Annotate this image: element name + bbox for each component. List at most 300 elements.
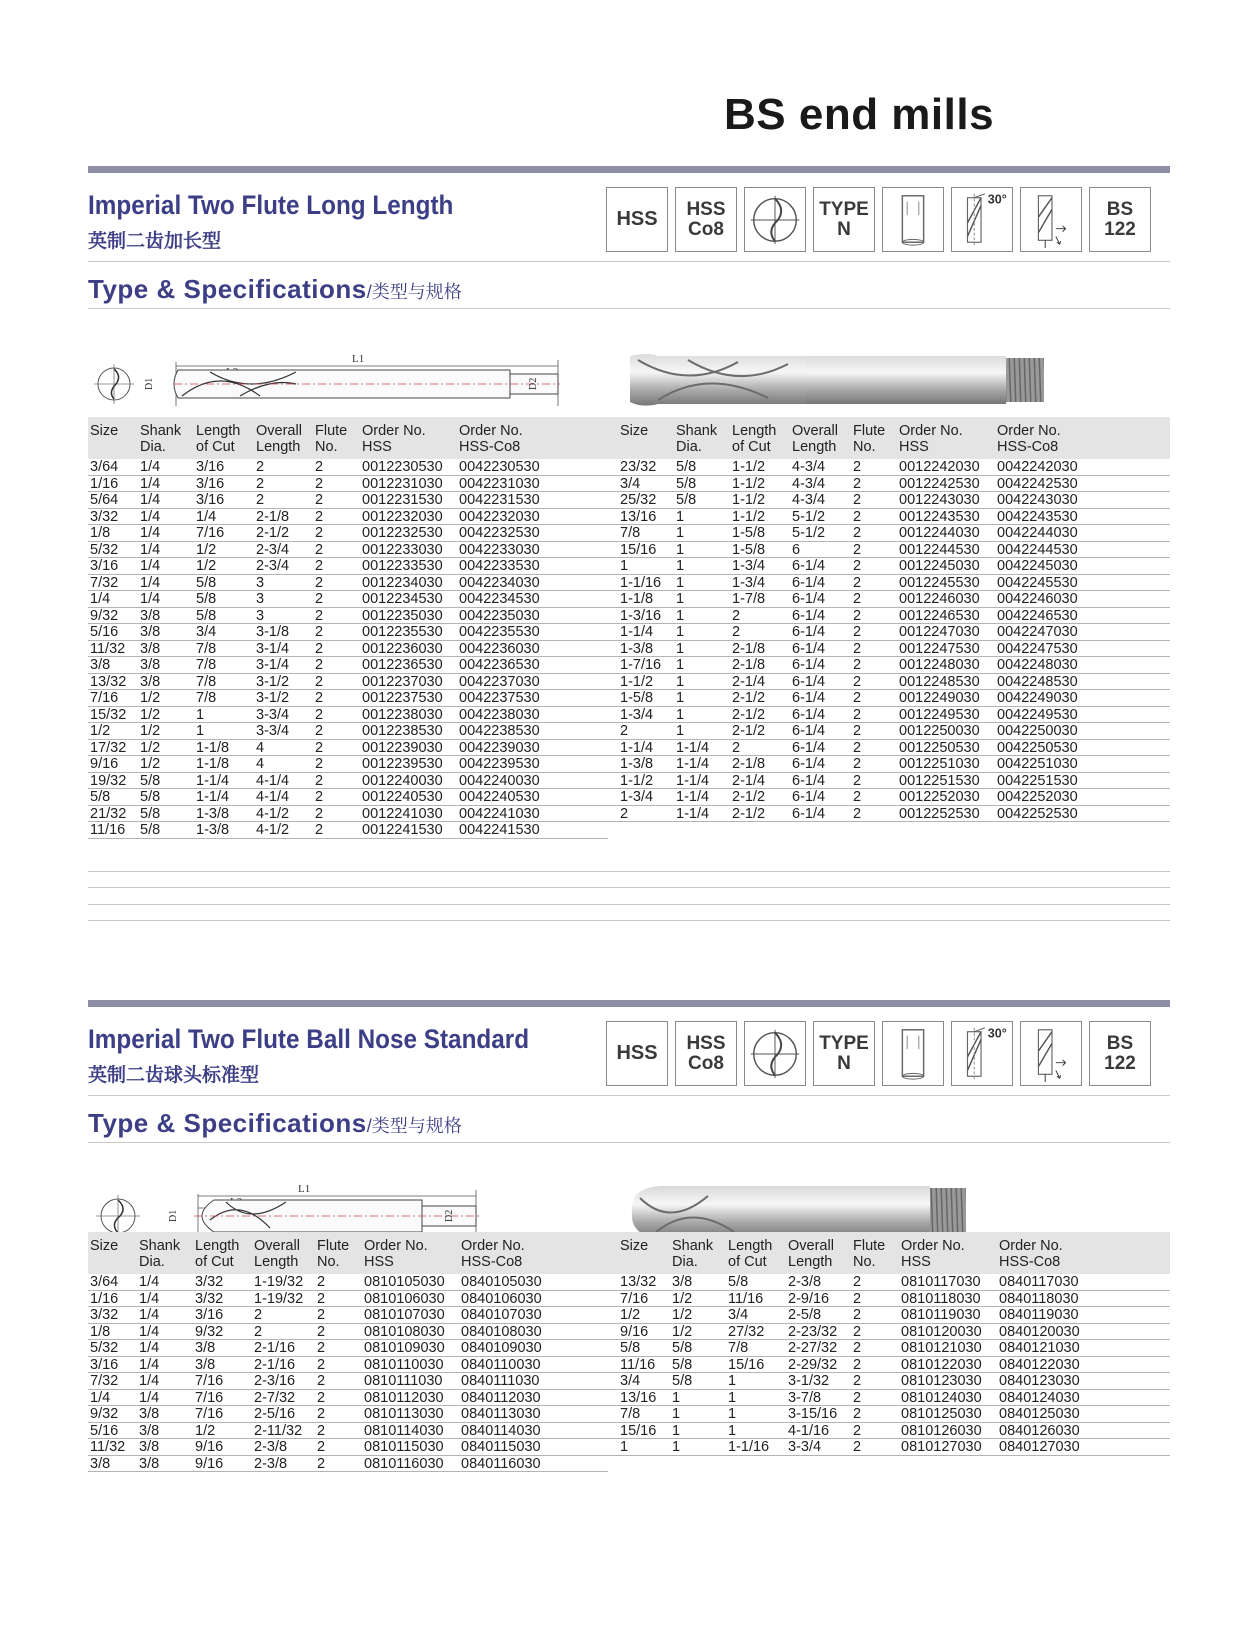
flute-no-cell: 2 — [853, 723, 862, 739]
order-no-hss-cell: 0012252530 — [899, 805, 980, 822]
size-cell: 13/16 — [620, 508, 657, 525]
order-no-hss-cell: 0012236030 — [362, 640, 443, 657]
hss-badge: HSS — [606, 1021, 668, 1086]
flute-no-cell: 2 — [315, 690, 324, 706]
order-no-co8-cell: 0042244530 — [997, 541, 1078, 558]
overall-length-cell: 2-3/8 — [254, 1455, 288, 1472]
overall-length-cell: 4-3/4 — [792, 492, 826, 508]
table-row — [608, 525, 1170, 542]
shank-icon — [882, 187, 944, 252]
size-cell: 3/4 — [620, 1373, 641, 1389]
length-of-cut-cell: 3/8 — [195, 1356, 216, 1373]
flute-no-cell: 2 — [315, 723, 324, 739]
overall-length-cell: 3-1/32 — [788, 1373, 830, 1389]
table-row — [88, 756, 608, 773]
section-divider-bar — [88, 166, 1170, 173]
order-no-co8-cell: 0042243530 — [997, 508, 1078, 525]
order-no-co8-cell: 0042245530 — [997, 574, 1078, 591]
flute-no-cell: 2 — [853, 1290, 862, 1307]
overall-length-cell: 2-1/16 — [254, 1356, 296, 1373]
shank-dia-cell: 1 — [676, 558, 685, 574]
shank-dia-cell: 5/8 — [140, 805, 161, 822]
table-row — [88, 509, 608, 526]
order-no-hss-cell: 0810124030 — [901, 1389, 982, 1406]
order-no-hss-cell: 0810112030 — [364, 1389, 444, 1406]
length-of-cut-cell: 1-3/8 — [196, 805, 230, 822]
length-of-cut-cell: 1-1/8 — [196, 756, 230, 772]
overall-length-cell: 6-1/4 — [792, 591, 826, 607]
order-no-co8-cell: 0042246030 — [997, 591, 1078, 607]
helix-angle-icon — [951, 1021, 1013, 1086]
overall-length-cell: 6-1/4 — [792, 558, 826, 574]
order-no-co8-cell: 0042231030 — [459, 475, 540, 492]
length-of-cut-cell: 2-1/2 — [732, 789, 766, 805]
shank-dia-cell: 1 — [672, 1389, 681, 1406]
overall-length-cell: 3-1/2 — [256, 690, 290, 706]
flute-no-cell: 2 — [853, 1389, 862, 1406]
size-cell: 1-3/8 — [620, 640, 654, 657]
length-of-cut-cell: 3/4 — [196, 624, 217, 640]
length-of-cut-cell: 7/16 — [196, 525, 225, 541]
divider-line — [88, 308, 1170, 309]
overall-length-cell: 4-3/4 — [792, 475, 826, 492]
shank-dia-cell: 1/2 — [140, 723, 161, 739]
flute-no-cell: 2 — [315, 475, 324, 492]
shank-dia-cell: 1/4 — [140, 541, 161, 558]
type-n-badge: TYPE N — [813, 187, 875, 252]
size-cell: 1/4 — [90, 1389, 111, 1406]
length-of-cut-cell: 2-1/2 — [732, 723, 766, 739]
overall-length-cell: 2-3/4 — [256, 558, 290, 574]
size-cell: 7/16 — [90, 690, 119, 706]
flute-no-cell: 2 — [317, 1422, 326, 1439]
overall-length-cell: 3-1/4 — [256, 640, 290, 657]
length-of-cut-cell: 1-5/8 — [732, 541, 766, 558]
table-row — [608, 674, 1170, 691]
overall-length-cell: 4 — [256, 739, 265, 756]
overall-length-cell: 6-1/4 — [792, 723, 826, 739]
table-row — [88, 1357, 608, 1374]
length-of-cut-cell: 1-1/2 — [732, 475, 766, 492]
table-row — [608, 624, 1170, 641]
order-no-hss-cell: 0012250030 — [899, 723, 980, 739]
size-cell: 15/32 — [90, 706, 127, 723]
overall-length-cell: 6 — [792, 541, 801, 558]
length-of-cut-cell: 1-1/2 — [732, 459, 766, 475]
size-cell: 25/32 — [620, 492, 657, 508]
size-cell: 1-5/8 — [620, 690, 654, 706]
flute-no-cell: 2 — [315, 789, 324, 805]
overall-length-cell: 6-1/4 — [792, 789, 826, 805]
length-of-cut-cell: 1/4 — [196, 508, 217, 525]
hss-co8-badge: HSS Co8 — [675, 187, 737, 252]
shank-dia-cell: 1/4 — [140, 492, 161, 508]
order-no-hss-cell: 0012252030 — [899, 789, 980, 805]
flute-no-cell: 2 — [317, 1290, 326, 1307]
length-of-cut-cell: 1-3/4 — [732, 574, 766, 591]
flute-no-cell: 2 — [853, 1356, 862, 1373]
table-row — [608, 641, 1170, 658]
order-no-hss-cell: 0012251530 — [899, 772, 980, 789]
table-header: Size Shank Dia. Length of Cut Overall Length Flute No. Order No. HSS Order No. HSS-Co8 — [608, 1232, 1170, 1274]
size-cell: 5/32 — [90, 1340, 119, 1356]
long-length-technical-drawing — [90, 338, 560, 420]
order-no-co8-cell: 0042244030 — [997, 525, 1078, 541]
order-no-co8-cell: 0840123030 — [999, 1373, 1080, 1389]
flute-no-cell: 2 — [853, 607, 862, 624]
shank-dia-cell: 1/4 — [139, 1290, 160, 1307]
size-cell: 3/64 — [90, 1274, 119, 1290]
shank-dia-cell: 1 — [676, 723, 685, 739]
order-no-hss-cell: 0012240530 — [362, 789, 443, 805]
flute-no-cell: 2 — [853, 789, 862, 805]
size-cell: 1-1/4 — [620, 624, 654, 640]
bs-122-badge: BS 122 — [1089, 187, 1151, 252]
flute-no-cell: 2 — [315, 706, 324, 723]
order-no-hss-cell: 0810116030 — [364, 1455, 444, 1472]
overall-length-cell: 4-1/2 — [256, 822, 290, 838]
order-no-hss-cell: 0012235530 — [362, 624, 443, 640]
shank-dia-cell: 1 — [676, 624, 685, 640]
overall-length-cell: 2 — [256, 492, 265, 508]
size-cell: 9/16 — [90, 756, 119, 772]
length-of-cut-cell: 1 — [728, 1373, 737, 1389]
l1-label: L1 — [352, 353, 365, 365]
length-of-cut-cell: 2 — [732, 624, 741, 640]
order-no-hss-cell: 0012234530 — [362, 591, 443, 607]
overall-length-cell: 6-1/4 — [792, 640, 826, 657]
order-no-co8-cell: 0042247530 — [997, 640, 1078, 657]
bs-122-badge: BS 122 — [1089, 1021, 1151, 1086]
table-row — [88, 525, 608, 542]
table-row — [88, 723, 608, 740]
shank-dia-cell: 5/8 — [672, 1356, 693, 1373]
overall-length-cell: 2-1/16 — [254, 1340, 296, 1356]
order-no-co8-cell: 0042236530 — [459, 657, 540, 673]
length-of-cut-cell: 7/16 — [195, 1373, 224, 1389]
length-of-cut-cell: 2-1/8 — [732, 756, 766, 772]
shank-dia-cell: 1 — [676, 574, 685, 591]
shank-dia-cell: 1/4 — [140, 525, 161, 541]
table-row — [608, 707, 1170, 724]
table-row — [88, 1423, 608, 1440]
length-of-cut-cell: 2-1/2 — [732, 690, 766, 706]
length-of-cut-cell: 1/2 — [195, 1422, 216, 1439]
table-row — [88, 707, 608, 724]
order-no-co8-cell: 0042241530 — [459, 822, 540, 838]
table-row — [88, 773, 608, 790]
flute-no-cell: 2 — [315, 558, 324, 574]
table-row — [88, 822, 608, 839]
overall-length-cell: 2-5/8 — [788, 1307, 822, 1323]
shank-dia-cell: 1 — [676, 541, 685, 558]
length-of-cut-cell: 9/16 — [195, 1439, 224, 1455]
order-no-hss-cell: 0012245030 — [899, 558, 980, 574]
table-row — [88, 624, 608, 641]
overall-length-cell: 2 — [254, 1323, 263, 1340]
section-long-length — [88, 166, 1170, 838]
flute-no-cell: 2 — [853, 772, 862, 789]
order-no-co8-cell: 0042237030 — [459, 673, 540, 690]
order-no-co8-cell: 0042239030 — [459, 739, 540, 756]
table-row — [88, 1324, 608, 1341]
overall-length-cell: 2-1/8 — [256, 508, 290, 525]
size-cell: 5/8 — [90, 789, 111, 805]
length-of-cut-cell: 5/8 — [196, 591, 217, 607]
order-no-hss-cell: 0810110030 — [364, 1356, 444, 1373]
type-n-badge: TYPE N — [813, 1021, 875, 1086]
table-row — [88, 740, 608, 757]
overall-length-cell: 6-1/4 — [792, 805, 826, 822]
shank-dia-cell: 1-1/4 — [676, 739, 710, 756]
size-cell: 1-3/16 — [620, 607, 662, 624]
flute-no-cell: 2 — [853, 640, 862, 657]
table-header: Size Shank Dia. Length of Cut Overall Length Flute No. Order No. HSS Order No. HSS-Co8 — [88, 1232, 608, 1274]
shank-dia-cell: 1/4 — [139, 1373, 160, 1389]
spec-title: Type & Specifications/类型与规格 — [88, 274, 462, 304]
order-no-hss-cell: 0012239530 — [362, 756, 443, 772]
size-cell: 5/64 — [90, 492, 119, 508]
table-row — [608, 608, 1170, 625]
length-of-cut-cell: 1-3/8 — [196, 822, 230, 838]
length-of-cut-cell: 7/16 — [195, 1389, 224, 1406]
length-of-cut-cell: 3/16 — [196, 459, 225, 475]
order-no-co8-cell: 0042233530 — [459, 558, 540, 574]
order-no-co8-cell: 0042247030 — [997, 624, 1078, 640]
flute-no-cell: 2 — [315, 772, 324, 789]
divider-line — [88, 1142, 1170, 1143]
overall-length-cell: 4-3/4 — [792, 459, 826, 475]
order-no-co8-cell: 0042242030 — [997, 459, 1078, 475]
length-of-cut-cell: 3/32 — [195, 1290, 224, 1307]
order-no-co8-cell: 0042239530 — [459, 756, 540, 772]
shank-dia-cell: 3/8 — [139, 1439, 160, 1455]
size-cell: 7/32 — [90, 1373, 119, 1389]
order-no-hss-cell: 0012248030 — [899, 657, 980, 673]
order-no-hss-cell: 0012240030 — [362, 772, 443, 789]
size-cell: 13/32 — [620, 1274, 657, 1290]
d2-label: D2 — [444, 1209, 455, 1222]
overall-length-cell: 3 — [256, 607, 265, 624]
order-no-hss-cell: 0012244530 — [899, 541, 980, 558]
overall-length-cell: 1-19/32 — [254, 1290, 304, 1307]
shank-dia-cell: 1/4 — [139, 1274, 160, 1290]
flute-no-cell: 2 — [317, 1389, 326, 1406]
flute-no-cell: 2 — [315, 822, 324, 838]
order-no-hss-cell: 0012234030 — [362, 574, 443, 591]
size-cell: 3/4 — [620, 475, 641, 492]
helix-angle-label: 30° — [987, 1026, 1007, 1041]
length-of-cut-cell: 3/8 — [195, 1340, 216, 1356]
overall-length-cell: 6-1/4 — [792, 739, 826, 756]
order-no-hss-cell: 0810127030 — [901, 1439, 982, 1455]
order-no-hss-cell: 0810114030 — [364, 1422, 444, 1439]
flute-no-cell: 2 — [853, 574, 862, 591]
order-no-co8-cell: 0042233030 — [459, 541, 540, 558]
order-no-co8-cell: 0042230530 — [459, 459, 540, 475]
flute-no-cell: 2 — [853, 673, 862, 690]
order-no-co8-cell: 0042250030 — [997, 723, 1078, 739]
table-row — [608, 492, 1170, 509]
size-cell: 23/32 — [620, 459, 657, 475]
flute-no-cell: 2 — [317, 1439, 326, 1455]
table-row — [88, 591, 608, 608]
overall-length-cell: 2 — [256, 475, 265, 492]
order-no-co8-cell: 0042250530 — [997, 739, 1078, 756]
section-ball-nose — [88, 1000, 1170, 1472]
order-no-co8-cell: 0840121030 — [999, 1340, 1080, 1356]
table-row — [608, 542, 1170, 559]
shank-dia-cell: 1/4 — [140, 558, 161, 574]
size-cell: 21/32 — [90, 805, 127, 822]
overall-length-cell: 2-9/16 — [788, 1290, 830, 1307]
overall-length-cell: 6-1/4 — [792, 657, 826, 673]
shank-dia-cell: 5/8 — [672, 1373, 693, 1389]
shank-dia-cell: 3/8 — [140, 673, 161, 690]
overall-length-cell: 5-1/2 — [792, 508, 826, 525]
flute-no-cell: 2 — [315, 739, 324, 756]
size-cell: 1-3/4 — [620, 789, 654, 805]
flute-no-cell: 2 — [853, 459, 862, 475]
order-no-hss-cell: 0012247030 — [899, 624, 980, 640]
size-cell: 3/64 — [90, 459, 119, 475]
size-cell: 1-3/4 — [620, 706, 654, 723]
overall-length-cell: 6-1/4 — [792, 607, 826, 624]
order-no-hss-cell: 0012246530 — [899, 607, 980, 624]
overall-length-cell: 6-1/4 — [792, 690, 826, 706]
shank-dia-cell: 5/8 — [676, 475, 697, 492]
flute-no-cell: 2 — [315, 508, 324, 525]
flute-no-cell: 2 — [853, 657, 862, 673]
order-no-co8-cell: 0042246530 — [997, 607, 1078, 624]
order-no-hss-cell: 0012235030 — [362, 607, 443, 624]
flute-no-cell: 2 — [315, 607, 324, 624]
length-of-cut-cell: 5/8 — [196, 607, 217, 624]
order-no-hss-cell: 0012247530 — [899, 640, 980, 657]
flute-no-cell: 2 — [315, 492, 324, 508]
overall-length-cell: 3-3/4 — [788, 1439, 822, 1455]
order-no-hss-cell: 0012244030 — [899, 525, 980, 541]
order-no-hss-cell: 0012246030 — [899, 591, 980, 607]
order-no-co8-cell: 0840125030 — [999, 1406, 1080, 1422]
flute-no-cell: 2 — [853, 624, 862, 640]
size-cell: 1-1/4 — [620, 739, 654, 756]
long-length-table-left — [88, 417, 608, 839]
flute-no-cell: 2 — [853, 756, 862, 772]
overall-length-cell: 2-3/16 — [254, 1373, 296, 1389]
overall-length-cell: 3 — [256, 591, 265, 607]
size-cell: 3/32 — [90, 508, 119, 525]
table-row — [88, 575, 608, 592]
long-length-product-photo — [628, 350, 1048, 410]
order-no-co8-cell: 0042234530 — [459, 591, 540, 607]
size-cell: 1-7/16 — [620, 657, 662, 673]
table-row — [88, 1291, 608, 1308]
overall-length-cell: 2-3/8 — [788, 1274, 822, 1290]
order-no-hss-cell: 0810121030 — [901, 1340, 982, 1356]
order-no-hss-cell: 0012242030 — [899, 459, 980, 475]
length-of-cut-cell: 5/8 — [196, 574, 217, 591]
flute-no-cell: 2 — [853, 475, 862, 492]
order-no-hss-cell: 0012237030 — [362, 673, 443, 690]
size-cell: 3/8 — [90, 1455, 111, 1472]
order-no-hss-cell: 0810106030 — [364, 1290, 445, 1307]
overall-length-cell: 4-1/2 — [256, 805, 290, 822]
table-row — [608, 740, 1170, 757]
size-cell: 9/32 — [90, 607, 119, 624]
order-no-hss-cell: 0012233030 — [362, 541, 443, 558]
length-of-cut-cell: 1 — [728, 1422, 737, 1439]
length-of-cut-cell: 27/32 — [728, 1323, 765, 1340]
order-no-co8-cell: 0042251030 — [997, 756, 1078, 772]
order-no-hss-cell: 0012248530 — [899, 673, 980, 690]
order-no-hss-cell: 0810118030 — [901, 1290, 981, 1307]
table-row — [608, 1357, 1170, 1374]
size-cell: 7/8 — [620, 1406, 641, 1422]
order-no-hss-cell: 0012241030 — [362, 805, 443, 822]
flute-no-cell: 2 — [853, 1323, 862, 1340]
flute-no-cell: 2 — [315, 459, 324, 475]
shank-dia-cell: 3/8 — [140, 640, 161, 657]
size-cell: 5/16 — [90, 624, 119, 640]
order-no-co8-cell: 0840109030 — [461, 1340, 542, 1356]
length-of-cut-cell: 3/4 — [728, 1307, 749, 1323]
size-cell: 9/32 — [90, 1406, 119, 1422]
overall-length-cell: 4 — [256, 756, 265, 772]
order-no-co8-cell: 0042243030 — [997, 492, 1078, 508]
shank-dia-cell: 5/8 — [676, 459, 697, 475]
table-row — [608, 1423, 1170, 1440]
table-row — [608, 459, 1170, 476]
length-of-cut-cell: 9/32 — [195, 1323, 224, 1340]
flute-no-cell: 2 — [853, 508, 862, 525]
order-no-hss-cell: 0012238530 — [362, 723, 443, 739]
empty-ruled-rows — [88, 855, 1170, 921]
order-no-co8-cell: 0042248530 — [997, 673, 1078, 690]
overall-length-cell: 6-1/4 — [792, 673, 826, 690]
order-no-hss-cell: 0012231530 — [362, 492, 443, 508]
order-no-hss-cell: 0012232030 — [362, 508, 443, 525]
flute-no-cell: 2 — [317, 1356, 326, 1373]
shank-dia-cell: 1/4 — [139, 1340, 160, 1356]
flute-no-cell: 2 — [853, 739, 862, 756]
size-cell: 1/8 — [90, 1323, 111, 1340]
order-no-co8-cell: 0840114030 — [461, 1422, 541, 1439]
length-of-cut-cell: 7/16 — [195, 1406, 224, 1422]
overall-length-cell: 3 — [256, 574, 265, 591]
size-cell: 5/8 — [620, 1340, 641, 1356]
table-row — [88, 1340, 608, 1357]
order-no-co8-cell: 0840105030 — [461, 1274, 542, 1290]
overall-length-cell: 3-7/8 — [788, 1389, 822, 1406]
overall-length-cell: 3-1/2 — [256, 673, 290, 690]
length-of-cut-cell: 7/8 — [196, 690, 217, 706]
overall-length-cell: 2-3/4 — [256, 541, 290, 558]
table-header: Size Shank Dia. Length of Cut Overall Length Flute No. Order No. HSS Order No. HSS-Co8 — [88, 417, 608, 459]
flute-no-cell: 2 — [317, 1455, 326, 1472]
hss-co8-badge: HSS Co8 — [675, 1021, 737, 1086]
flute-no-cell: 2 — [853, 1406, 862, 1422]
blank-row — [88, 905, 1170, 922]
size-cell: 1/16 — [90, 475, 119, 492]
order-no-co8-cell: 0840113030 — [461, 1406, 541, 1422]
table-row — [88, 1439, 608, 1456]
length-of-cut-cell: 1-5/8 — [732, 525, 766, 541]
size-cell: 15/16 — [620, 1422, 657, 1439]
flute-no-cell: 2 — [317, 1340, 326, 1356]
size-cell: 15/16 — [620, 541, 657, 558]
size-cell: 1/16 — [90, 1290, 119, 1307]
